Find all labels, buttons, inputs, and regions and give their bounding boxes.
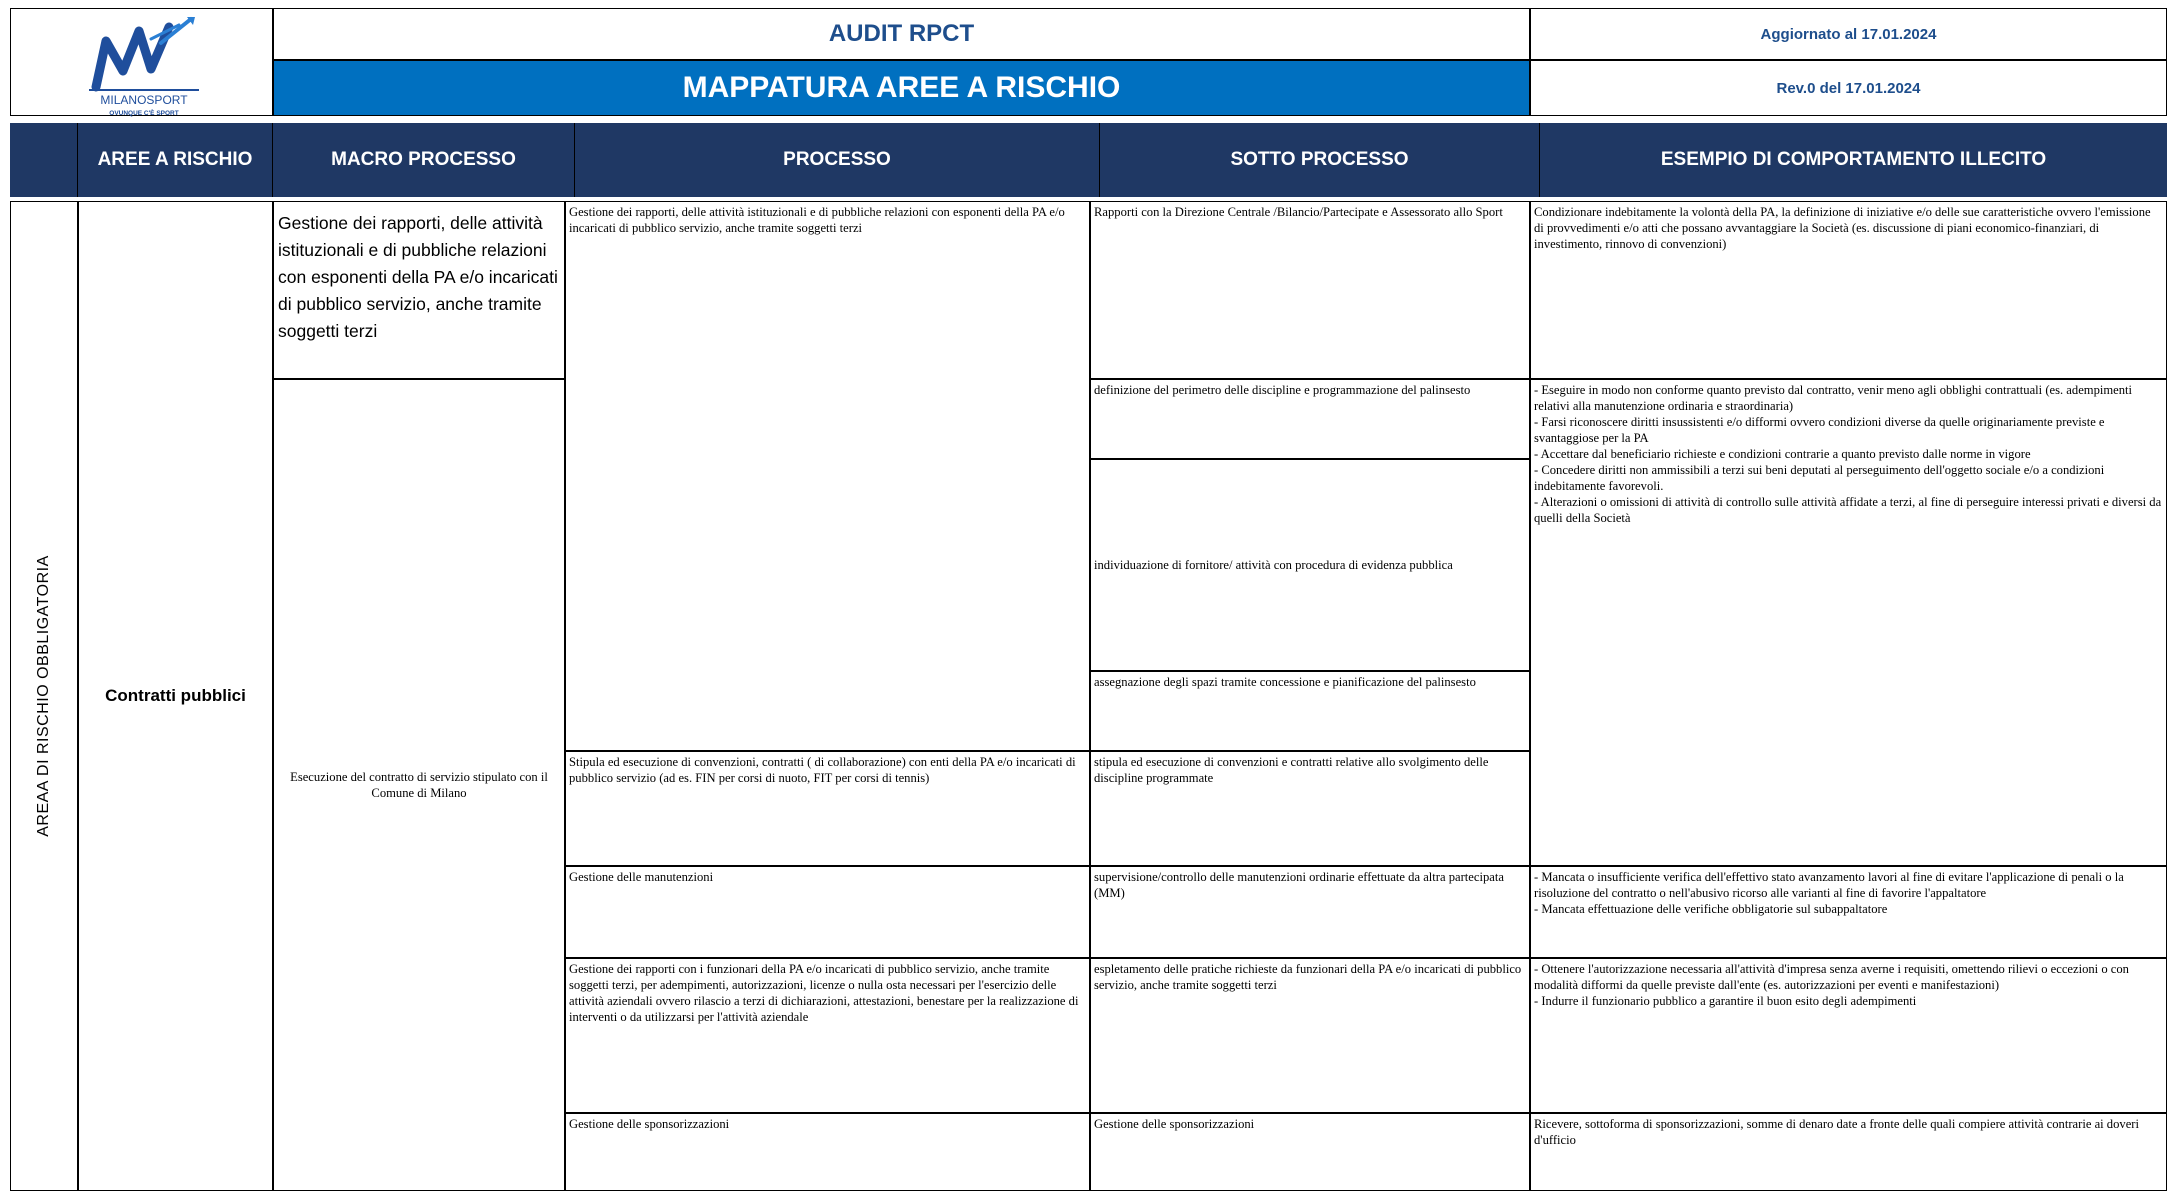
esempio-cell-3: - Mancata o insufficiente verifica dell'effettivo stato avanzamento lavori al fine di evitare l'applicazione di penali o la risoluzione del contratto o nell'abusivo ricorso alle varianti al fine di favorire l'appaltatore - Mancata effettuazione delle verifiche obbligatorie sul subappaltatore bbox=[1530, 866, 2167, 958]
macro-cell-2 bbox=[273, 379, 565, 1191]
sotto-cell-7: espletamento delle pratiche richieste da funzionari della PA e/o incaricati di pubblico servizio, anche tramite soggetti terzi bbox=[1090, 958, 1530, 1113]
esempio-cell-4: - Ottenere l'autorizzazione necessaria all'attività d'impresa senza averne i requisiti, omettendo rilievi o eccezioni o con modalità difformi da quelle previste dall'ente (es. autorizzazioni per eventi e manifestazioni) - Indurre il funzionario pubblico a garantire il buon esito degli adempimenti bbox=[1530, 958, 2167, 1113]
macro-cell-1: Gestione dei rapporti, delle attività istituzionali e di pubbliche relazioni con esponenti della PA e/o incaricati di pubblico servizio, anche tramite soggetti terzi bbox=[273, 201, 565, 379]
sotto-cell-8: Gestione delle sponsorizzazioni bbox=[1090, 1113, 1530, 1191]
column-header-aree: AREE A RISCHIO bbox=[78, 123, 273, 197]
column-header-blank bbox=[10, 123, 78, 197]
sotto-cell-4: assegnazione degli spazi tramite concessione e pianificazione del palinsesto bbox=[1090, 671, 1530, 751]
column-header-esempio: ESEMPIO DI COMPORTAMENTO ILLECITO bbox=[1660, 149, 2047, 170]
processo-cell-1: Gestione dei rapporti, delle attività istituzionali e di pubbliche relazioni con esponenti della PA e/o incaricati di pubblico servizio, anche tramite soggetti terzi bbox=[565, 201, 1090, 751]
area-name: Contratti pubblici bbox=[105, 686, 246, 705]
sotto-cell-3 bbox=[1090, 459, 1530, 671]
esempio-cell-5: Ricevere, sottoforma di sponsorizzazioni, somme di denaro date a fronte delle quali compiere attività contrarie ai doveri d'ufficio bbox=[1530, 1113, 2167, 1191]
updated-date: Aggiornato al 17.01.2024 bbox=[1760, 25, 1937, 43]
processo-cell-3: Gestione delle manutenzioni bbox=[565, 866, 1090, 958]
logo-tagline: OVUNQUE C'È SPORT bbox=[109, 110, 179, 117]
processo-cell-4: Gestione dei rapporti con i funzionari della PA e/o incaricati di pubblico servizio, anche tramite soggetti terzi, per adempimenti, autorizzazioni, licenze o nulla osta necessari per l'esercizio delle attività aziendali ovvero rilascio a terzi di dichiarazioni, attestazioni, benestare per la realizzazione di interventi o da utilizzarsi per l'attività aziendale bbox=[565, 958, 1090, 1113]
logo-text: MILANOSPORT bbox=[100, 93, 188, 107]
column-header-sotto: SOTTO PROCESSO bbox=[1100, 123, 1540, 197]
updated-box bbox=[1530, 8, 2167, 60]
sotto-text-3: individuazione di fornitore/ attività con procedura di evidenza pubblica bbox=[1094, 558, 1453, 572]
area-type-label: AREAA DI RISCHIO OBBLIGATORIA bbox=[35, 555, 52, 837]
sotto-cell-2: definizione del perimetro delle discipline e programmazione del palinsesto bbox=[1090, 379, 1530, 459]
revision-label: Rev.0 del 17.01.2024 bbox=[1776, 79, 1921, 97]
esempio-cell-1: Condizionare indebitamente la volontà della PA, la definizione di iniziative e/o delle sue caratteristiche ovvero l'emissione di provvedimenti e/o atti che possano avvantaggiare la Società (es. discussione di piani economico-finanziari, di investimento, rinnovo di convenzioni) bbox=[1530, 201, 2167, 379]
column-header-processo: PROCESSO bbox=[575, 123, 1100, 197]
sotto-cell-6: supervisione/controllo delle manutenzioni ordinarie effettuate da altra partecipata (MM) bbox=[1090, 866, 1530, 958]
area-name-cell bbox=[78, 201, 273, 1191]
column-header-row bbox=[10, 123, 2167, 197]
processo-cell-5: Gestione delle sponsorizzazioni bbox=[565, 1113, 1090, 1191]
logo-box bbox=[10, 8, 273, 116]
map-title-box bbox=[273, 60, 1530, 116]
audit-title-box bbox=[273, 8, 1530, 60]
sotto-cell-5: stipula ed esecuzione di convenzioni e contratti relative allo svolgimento delle discipline programmate bbox=[1090, 751, 1530, 866]
sotto-cell-1: Rapporti con la Direzione Centrale /Bilancio/Partecipate e Assessorato allo Sport bbox=[1090, 201, 1530, 379]
milanosport-logo bbox=[11, 9, 274, 117]
column-header-macro: MACRO PROCESSO bbox=[273, 123, 575, 197]
macro-text-2: Esecuzione del contratto di servizio stipulato con il Comune di Milano bbox=[290, 770, 548, 800]
esempio-cell-2: - Eseguire in modo non conforme quanto previsto dal contratto, venir meno agli obblighi contrattuali (es. adempimenti relativi alla manutenzione ordinaria e straordinaria) - Farsi riconoscere diritti insussistenti e/o difformi ovvero condizioni diverse da quelle originariamente previste e svantaggiose per la PA - Accettare dal beneficiario richieste e condizioni contrarie a quanto previsto dalle norme in vigore - Concedere diritti non ammissibili a terzi sui beni deputati al perseguimento dell'oggetto sociale e/o a condizioni indebitamente favorevoli. - Alterazioni o omissioni di attività di controllo sulle attività affidate a terzi, al fine di perseguire interessi privati e diversi da quelli della Società bbox=[1530, 379, 2167, 866]
revision-box bbox=[1530, 60, 2167, 116]
area-type-cell bbox=[10, 201, 78, 1191]
processo-cell-2: Stipula ed esecuzione di convenzioni, contratti ( di collaborazione) con enti della PA e/o incaricati di pubblico servizio (ad es. FIN per corsi di nuoto, FIT per corsi di tennis) bbox=[565, 751, 1090, 866]
page-title: MAPPATURA AREE A RISCHIO bbox=[682, 71, 1121, 104]
audit-title: AUDIT RPCT bbox=[828, 20, 975, 47]
